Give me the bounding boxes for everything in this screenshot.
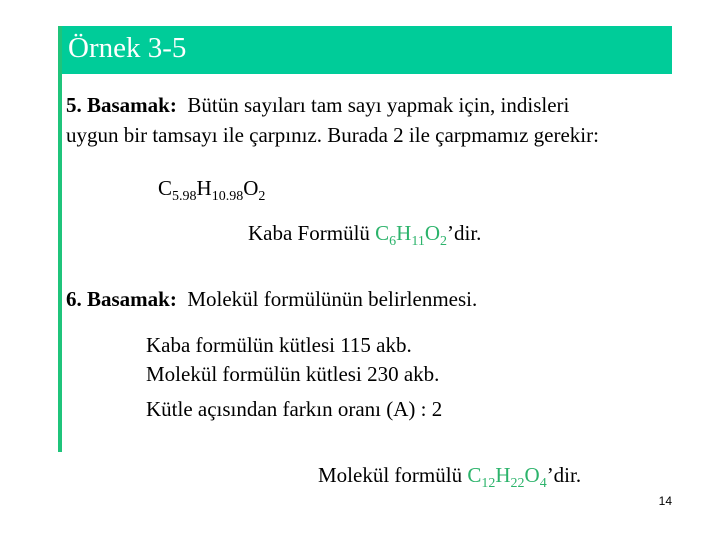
step5-label: 5. Basamak:: [66, 93, 177, 117]
slide-title: Örnek 3-5: [68, 32, 187, 64]
step6-label: 6. Basamak:: [66, 287, 177, 311]
intermediate-formula: $C_{5.98}H_{10.98}O_2$: [158, 176, 266, 204]
step6-line: [66, 284, 477, 314]
step5-line2: uygun bir tamsayı ile çarpınız. Burada 2 ile çarpmamız gerekir:: [66, 123, 599, 147]
step6-text: Molekül formülünün belirlenmesi.: [187, 287, 478, 311]
left-accent-bar: [58, 26, 62, 452]
rough-formula: $C_6H_{11}O_2$: [375, 221, 447, 249]
step5-line1: [66, 90, 569, 120]
step5-text1: Bütün sayıları tam sayı yapmak için, indisleri: [187, 93, 570, 117]
molecular-formula-line: Molekül formülü $C_{12}H_{22}O_4’dir$.: [318, 463, 582, 491]
mass-ratio-line: Kütle açısından farkın oranı (A) : 2: [146, 397, 443, 421]
molecular-formula: $C_{12}H_{22}O_4$: [467, 463, 547, 491]
rough-mass-line: Kaba formülün kütlesi 115 akb.: [146, 333, 412, 357]
page-number: 14: [658, 494, 672, 508]
molecular-mass-line: Molekül formülün kütlesi 230 akb.: [146, 362, 440, 386]
rough-formula-line: Kaba Formülü $C_6H_{11}O_2’dir$.: [248, 221, 482, 249]
